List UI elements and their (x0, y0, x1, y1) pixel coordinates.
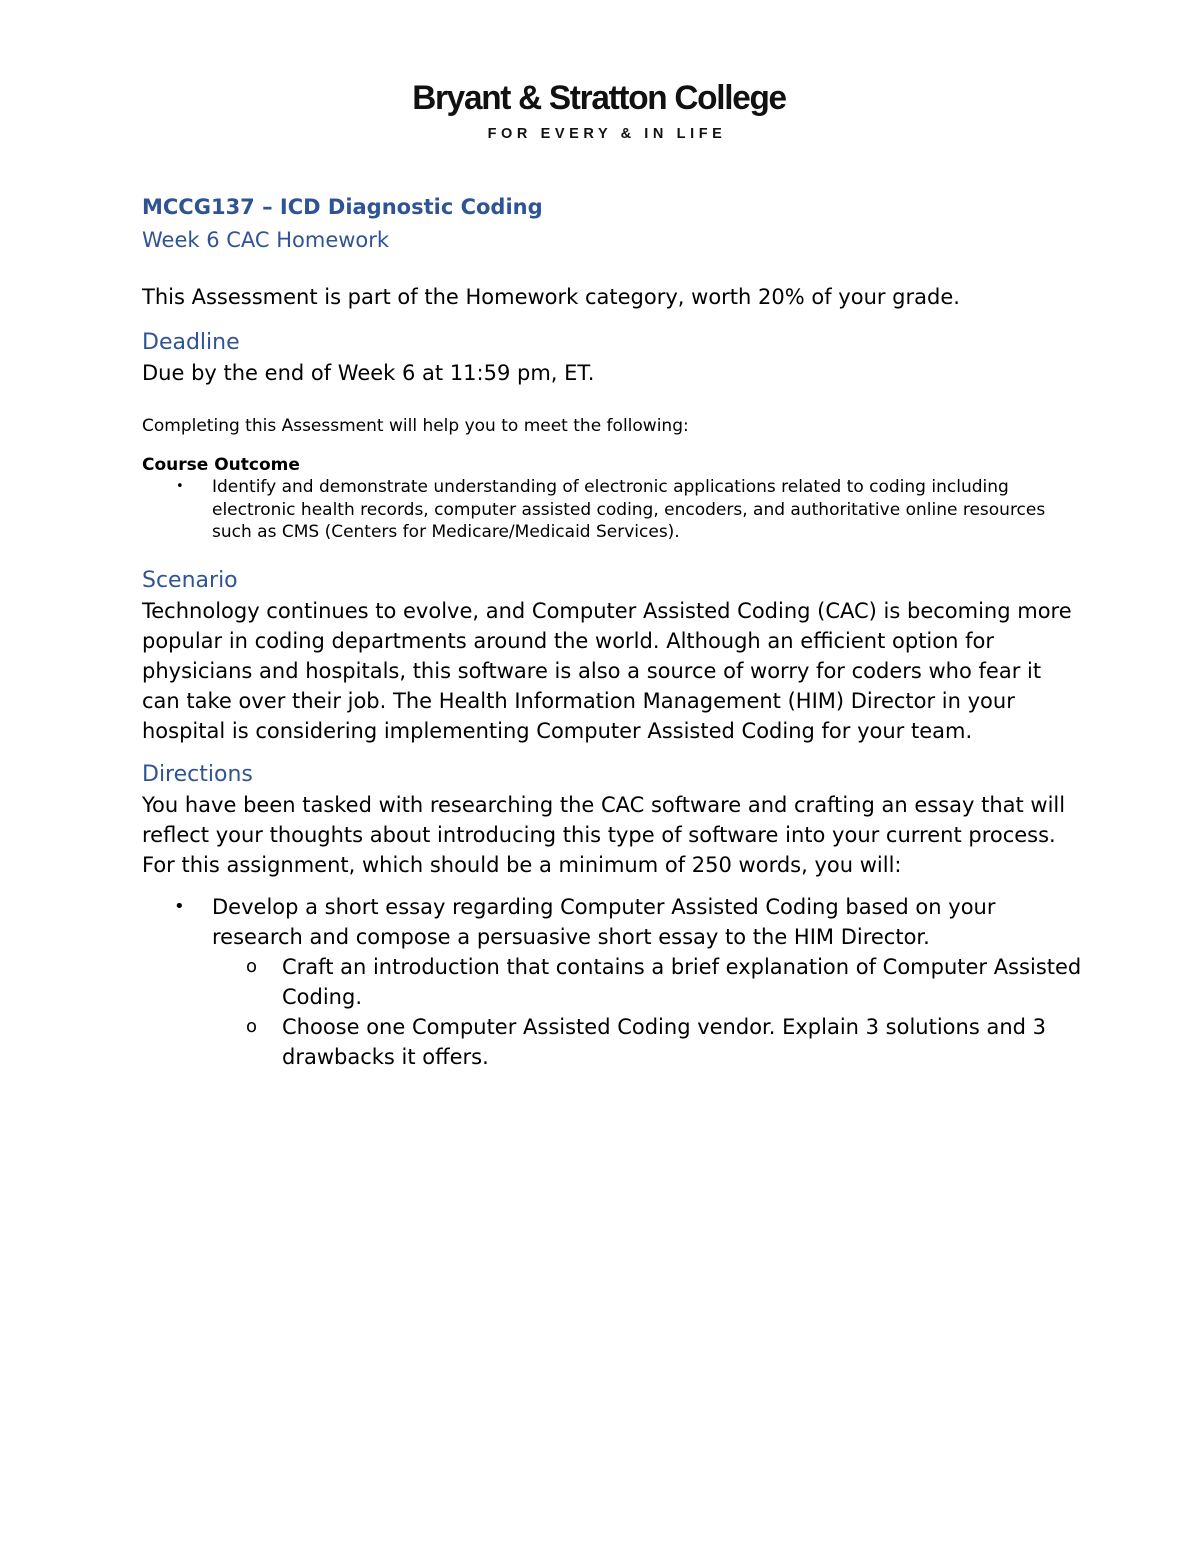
logo-name: Bryant & Stratton College (412, 79, 786, 117)
course-outcome-label: Course Outcome (142, 455, 300, 475)
document-body (142, 190, 1082, 1072)
directions-sub-item-text: Choose one Computer Assisted Coding vendor. Explain 3 solutions and 3 drawbacks it offers. (282, 1014, 1046, 1069)
scenario-text: Technology continues to evolve, and Computer Assisted Coding (CAC) is becoming more popular in coding departments around the world. Although an efficient option for physicians and hospitals, this software is also a source of worry for coders who fear it can take over their job. The Health Information Management (HIM) Director in your hospital is considering implementing Computer Assisted Coding for your team. (142, 598, 1072, 743)
course-title: MCCG137 – ICD Diagnostic Coding (142, 195, 543, 219)
directions-sub-item-text: Craft an introduction that contains a brief explanation of Computer Assisted Coding. (282, 954, 1082, 1009)
course-outcome-list (142, 476, 1082, 544)
directions-text: You have been tasked with researching the CAC software and crafting an essay that will reflect your thoughts about introducing this type of software into your current process. For this assignment, which should be a minimum of 250 words, you will: (142, 792, 1066, 877)
circle-bullet-icon: o (246, 1015, 258, 1037)
course-outcome-item (142, 476, 1082, 544)
deadline-heading: Deadline (142, 330, 240, 355)
directions-sub-list (212, 952, 1082, 1072)
assignment-subtitle: Week 6 CAC Homework (142, 228, 390, 252)
deadline-text: Due by the end of Week 6 at 11:59 pm, ET. (142, 361, 595, 385)
circle-bullet-icon: o (246, 955, 258, 977)
scenario-heading: Scenario (142, 567, 238, 593)
directions-list (142, 892, 1082, 1072)
course-outcome-text: Identify and demonstrate understanding of electronic applications related to coding including electronic health records, computer assisted coding, encoders, and authoritative online resources such as CMS (Centers for Medicare/Medicaid Services). (212, 477, 1046, 542)
directions-item (142, 892, 1082, 1072)
directions-sub-item (212, 952, 1082, 1012)
bullet-icon: • (174, 895, 185, 917)
category-statement: This Assessment is part of the Homework category, worth 20% of your grade. (142, 285, 960, 309)
logo-tagline: FOR EVERY & IN LIFE (487, 126, 727, 142)
college-logo (0, 78, 1200, 144)
directions-sub-item (212, 1012, 1082, 1072)
directions-item-text: Develop a short essay regarding Computer Assisted Coding based on your research and compose a persuasive short essay to the HIM Director. (212, 894, 996, 949)
bullet-icon: • (176, 479, 184, 494)
directions-heading: Directions (142, 761, 253, 787)
outcome-intro: Completing this Assessment will help you to meet the following: (142, 416, 689, 436)
